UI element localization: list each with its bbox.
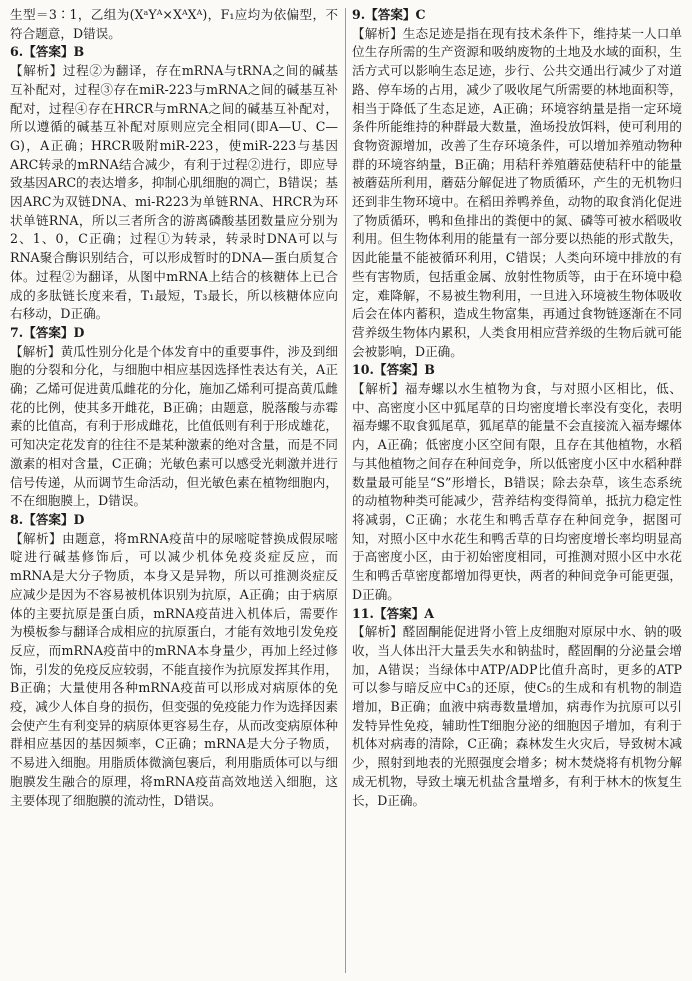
explanation-8: 【解析】由题意，将mRNA疫苗中的尿嘧啶替换成假尿嘧啶进行碱基修饰后，可以减少机体免疫炎症反应，而mRNA是大分子物质，本身又是异物，所以可推测炎症反应减少是因为不容易被机体识别为抗原，A正确；由于病原体的主要抗原是蛋白质，mRNA疫苗进入机体后，需要作为模板参与翻译合成相应的抗原蛋白，才能有效地引发免疫反应，而mRNA疫苗中的mRNA本身量少，再加上经过修饰，引发的免疫反应较弱，不能直接作为抗原发挥其作用，B正确；大量使用各种mRNA疫苗可以形成对病原体的免疫，减少人体自身的损伤，但变强的免疫能力作为选择因素会使产生有利变异的病原体更容易生存，从而改变病原体种群相应基因的基因频率，C正确；mRNA是大分子物质，不易进入细胞。用脂质体微滴包裹后，利用脂质体可以与细胞膜发生融合的原理，将mRNA疫苗高效地送入细胞，这主要体现了细胞膜的流动性，D错误。 xyxy=(10,530,338,808)
answer-8-heading: 8.【答案】D xyxy=(10,511,85,527)
left-column xyxy=(10,6,338,977)
right-column xyxy=(352,6,682,977)
column-divider xyxy=(345,8,346,973)
explanation-10: 【解析】福寿螺以水生植物为食，与对照小区相比，低、中、高密度小区中狐尾草的日均密度增长率没有变化，表明福寿螺不取食狐尾草，狐尾草的能量不会直接流入福寿螺体内，A正确；低密度小区空间有限，且存在其他植物，水稻与其他植物之间存在种间竞争，所以低密度小区中水稻种群数量最可能呈“S”形增长，B错误；除去杂草，该生态系统的动植物种类可能减少，营养结构变得简单，抵抗力稳定性将减弱，C正确；水花生和鸭舌草存在种间竞争，据图可知，对照小区中水花生和鸭舌草的日均密度增长率均明显高于高密度小区，由于初始密度相同，可推测对照小区中水花生和鸭舌草密度都增加得更快，两者的种间竞争可能更强，D正确。 xyxy=(352,381,682,602)
answer-11-heading: 11.【答案】A xyxy=(352,605,435,621)
answer-9-heading: 9.【答案】C xyxy=(352,7,426,22)
explanation-6: 【解析】过程②为翻译，存在mRNA与tRNA之间的碱基互补配对，过程③存在miR-223与mRNA之间的碱基互补配对，过程④存在HRCR与mRNA之间的碱基互补配对，所以遵循的碱基互补配对原则应完全相同(即A—U、C—G)，A正确；HRCR吸附miR-223，使miR-223与基因ARC转录的mRNA结合减少，有利于过程②进行，即应导致基因ARC的表达增多，抑制心肌细胞的凋亡，B错误；基因ARC为双链DNA、mi-R223为单链RNA、HRCR为环状单链RNA，所以三者所含的游离磷酸基团数量应分别为2、1、0，C正确；过程①为转录，转录时DNA可以与RNA聚合酶识别结合，可以形成暂时的DNA—蛋白质复合体。过程②为翻译，从图中mRNA上结合的核糖体上已合成的多肽链长度来看，T₁最短，T₃最长，所以核糖体应向右移动，D正确。 xyxy=(10,63,338,322)
paragraph-continued: 生型＝3∶1，乙组为(XᵃYᴬ×XᴬXᴬ)，F₁应均为依偏型，不符合题意，D错误。 xyxy=(10,7,338,41)
answer-7-heading: 7.【答案】D xyxy=(10,324,85,340)
explanation-7: 【解析】黄瓜性别分化是个体发育中的重要事件，涉及到细胞的分裂和分化，与细胞中相应基因选择性表达有关，A正确；乙烯可促进黄瓜雌花的分化，施加乙烯利可提高黄瓜雌花的比例，使其多开雌花，B正确；由题意，脱落酸与赤霉素的比值高，有利于形成雌花，比值低则有利于形成雄花，可知决定花发育的往往不是某种激素的绝对含量，而是不同激素的相对含量，C正确；光敏色素可以感受光刺激并进行信号传递，从而调节生命活动，但光敏色素在植物细胞内，不在细胞膜上，D错误。 xyxy=(10,343,338,509)
answer-6-heading: 6.【答案】B xyxy=(10,44,85,60)
explanation-11: 【解析】醛固酮能促进肾小管上皮细胞对原尿中水、钠的吸收，当人体出汗大量丢失水和钠盐时，醛固酮的分泌量会增加，A错误；当绿体中ATP/ADP比值升高时，更多的ATP可以参与暗反应中C₃的还原，使C₅的生成和有机物的制造增加，B正确；血液中病毒数量增加，病毒作为抗原可以引发特异性免疫，辅助性T细胞分泌的细胞因子增加，有利于机体对病毒的清除，C正确；森林发生火灾后，导致树木减少，照射到地表的光照强度会增多；树木焚烧将有机物分解成无机物，导致土壤无机盐含量增多，有利于林木的恢复生长，D正确。 xyxy=(352,624,682,808)
answer-10-heading: 10.【答案】B xyxy=(352,362,435,378)
explanation-9: 【解析】生态足迹是指在现有技术条件下，维持某一人口单位生存所需的生产资源和吸纳废物的土地及水域的面积，生活方式可以影响生态足迹，步行、公共交通出行减少了对道路、停车场的占用，减少了吸收尾气所需要的林地面积等，相当于降低了生态足迹，A正确；环境容纳量是指一定环境条件所能维持的种群最大数量，渔场投放饵料，使可利用的食物资源增加，改善了生存环境条件，可以增加养殖动物种群的环境容纳量，B正确；用秸秆养殖蘑菇使秸秆中的能量被蘑菇所利用，蘑菇分解促进了物质循环，产生的无机物归还到非生物环境中。在稻田养鸭养鱼，动物的取食消化促进了物质循环，鸭和鱼排出的粪便中的氮、磷等可被水稻吸收利用。但生物体利用的能量有一部分要以热能的形式散失，因此能量不能被循环利用，C错误；人类向环境中排放的有些有害物质，包括重金属、放射性物质等，由于在环境中稳定，难降解，不易被生物利用，一旦进入环境被生物体吸收后会在体内蓄积，造成生物富集，再通过食物链逐渐在不同营养级生物体内累积，人类食用相应营养级的生物后就可能会被影响，D正确。 xyxy=(352,25,682,359)
